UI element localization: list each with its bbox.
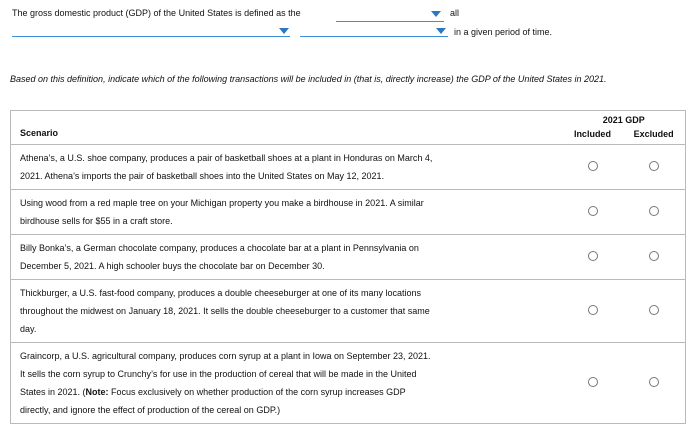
question-line2-end: in a given period of time. [454, 27, 553, 37]
excluded-cell [623, 145, 686, 190]
gdp-table [10, 110, 686, 424]
excluded-radio[interactable] [649, 251, 659, 261]
scenario-text: Athena’s, a U.S. shoe company, produces a pair of basketball shoes at a plant in Honduras on March 4, 2021. Athena’s imports the pair of basketball shoes into the United States on May 12, 2021. [11, 145, 563, 190]
included-cell [563, 343, 623, 424]
gdp-header: 2021 GDP [602, 115, 645, 125]
included-radio[interactable] [588, 377, 598, 387]
scenario-text: Thickburger, a U.S. fast-food company, produces a double cheeseburger at one of its many locations throughout the midwest on January 18, 2021. It sells the double cheeseburger to a customer that same day. [11, 280, 563, 343]
table-header-row [11, 111, 686, 145]
scenario-text: Billy Bonka’s, a German chocolate company, produces a chocolate bar at a plant in Pennsylvania on December 5, 2021. A high schooler buys the chocolate bar on December 30. [11, 235, 563, 280]
scenario-text: Using wood from a red maple tree on your Michigan property you make a birdhouse in 2021. A similar birdhouse sells for $55 in a craft store. [11, 190, 563, 235]
instructions: Based on this definition, indicate which of the following transactions will be included in (that is, directly increase) the GDP of the United States in 2021. [10, 74, 607, 84]
included-radio[interactable] [588, 305, 598, 315]
excluded-cell [623, 235, 686, 280]
table-row [11, 190, 686, 235]
included-cell [563, 190, 623, 235]
excluded-radio[interactable] [649, 305, 659, 315]
dropdown-1[interactable] [336, 21, 444, 22]
chevron-down-icon[interactable] [436, 28, 446, 34]
excluded-cell [623, 280, 686, 343]
note-label: Note: [85, 387, 109, 397]
excluded-radio[interactable] [649, 377, 659, 387]
excluded-radio[interactable] [649, 206, 659, 216]
col-included: Included [573, 129, 611, 139]
col-scenario: Scenario [11, 111, 563, 145]
scenario-text-part: Focus exclusively on whether production of the corn syrup increases GDP directly, and ignore the effect of production of the cereal on GDP.) [20, 387, 406, 415]
excluded-radio[interactable] [649, 161, 659, 171]
dropdown-3[interactable] [300, 36, 448, 37]
gdp-header-cell [563, 111, 686, 145]
excluded-cell [623, 343, 686, 424]
included-cell [563, 235, 623, 280]
chevron-down-icon[interactable] [279, 28, 289, 34]
table-row [11, 280, 686, 343]
included-cell [563, 145, 623, 190]
included-cell [563, 280, 623, 343]
table-row [11, 343, 686, 424]
scenario-text-part: Graincorp, a U.S. agricultural company, produces corn syrup at a plant in Iowa on September 23, 2021. It sells the corn syrup to Crunchy’s for use in the production of cereal that will be made in the United States in 2021. ( [20, 351, 431, 397]
table-row [11, 235, 686, 280]
dropdown-2[interactable] [12, 36, 290, 37]
table-row [11, 145, 686, 190]
scenario-text [11, 343, 563, 424]
included-radio[interactable] [588, 251, 598, 261]
word-all: all [450, 8, 460, 18]
excluded-cell [623, 190, 686, 235]
question-intro: The gross domestic product (GDP) of the United States is defined as the [12, 8, 301, 18]
col-excluded: Excluded [633, 129, 674, 139]
chevron-down-icon[interactable] [431, 11, 441, 17]
included-radio[interactable] [588, 206, 598, 216]
included-radio[interactable] [588, 161, 598, 171]
